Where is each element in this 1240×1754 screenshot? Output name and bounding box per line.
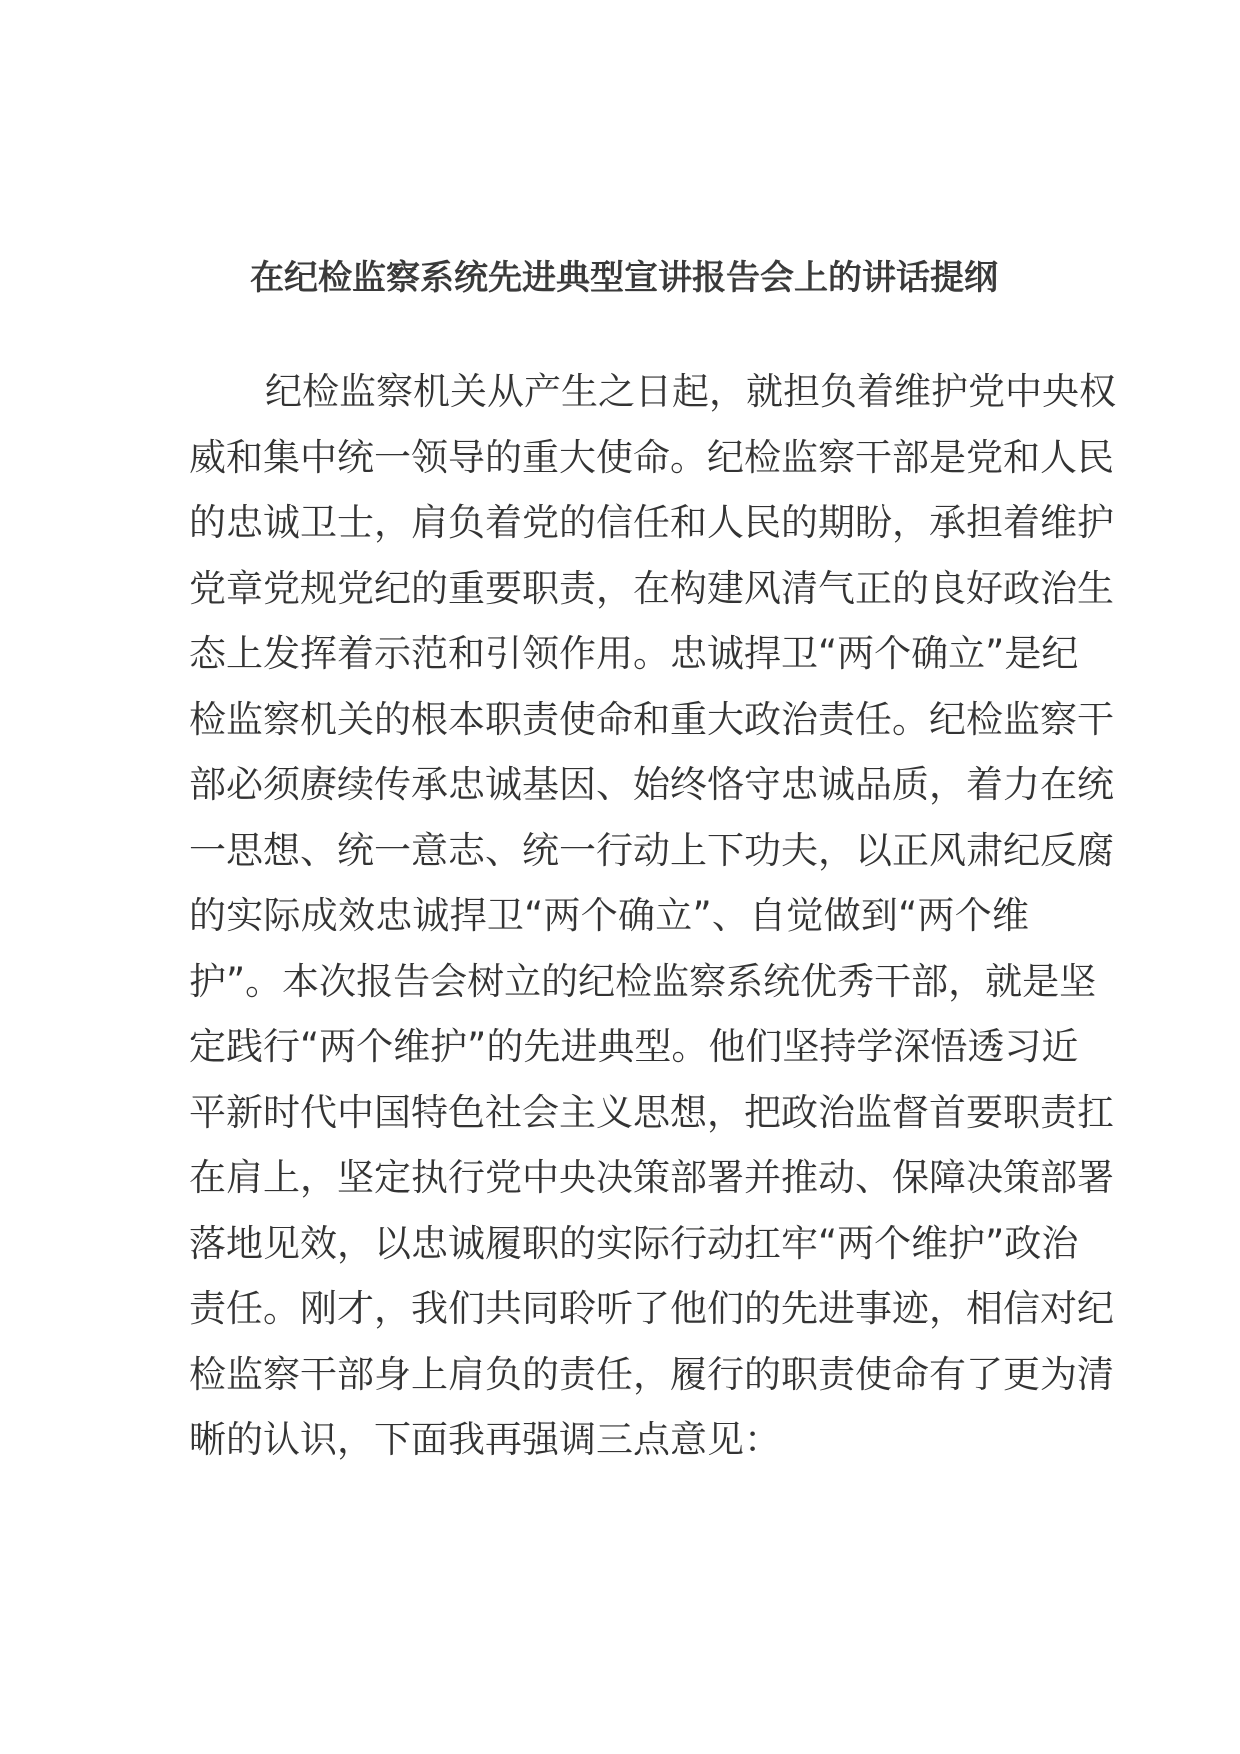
paragraph-line: 的忠诚卫士，肩负着党的信任和人民的期盼，承担着维护	[189, 501, 1114, 544]
paragraph-line: 护”。本次报告会树立的纪检监察系统优秀干部，就是坚	[189, 959, 1097, 1003]
paragraph-line: 定践行“两个维护”的先进典型。他们坚持学深悟透习近	[189, 1025, 1079, 1068]
paragraph-line: 威和集中统一领导的重大使命。纪检监察干部是党和人民	[189, 435, 1114, 479]
paragraph-line: 在肩上，坚定执行党中央决策部署并推动、保障决策部署	[189, 1156, 1114, 1199]
paragraph-line: 晰的认识，下面我再强调三点意见：	[189, 1418, 781, 1461]
paragraph-line: 责任。刚才，我们共同聆听了他们的先进事迹，相信对纪	[189, 1287, 1114, 1330]
paragraph-line: 纪检监察机关从产生之日起，就担负着维护党中央权	[265, 370, 1116, 413]
paragraph-line: 检监察干部身上肩负的责任，履行的职责使命有了更为清	[189, 1352, 1114, 1396]
paragraph-line: 落地见效，以忠诚履职的实际行动扛牢“两个维护”政治	[189, 1221, 1079, 1265]
paragraph-line: 部必须赓续传承忠诚基因、始终恪守忠诚品质，着力在统	[189, 763, 1114, 806]
document-title: 在纪检监察系统先进典型宣讲报告会上的讲话提纲	[250, 258, 998, 298]
paragraph-line: 态上发挥着示范和引领作用。忠诚捍卫“两个确立”是纪	[189, 632, 1079, 675]
paragraph-line: 党章党规党纪的重要职责，在构建风清气正的良好政治生	[189, 566, 1114, 610]
paragraph-line: 检监察机关的根本职责使命和重大政治责任。纪检监察干	[189, 697, 1114, 741]
paragraph-line: 一思想、统一意志、统一行动上下功夫，以正风肃纪反腐	[189, 828, 1114, 872]
paragraph-line: 的实际成效忠诚捍卫“两个确立”、自觉做到“两个维	[189, 894, 1029, 937]
document-body	[189, 359, 1116, 1473]
paragraph-line: 平新时代中国特色社会主义思想，把政治监督首要职责扛	[189, 1090, 1114, 1134]
